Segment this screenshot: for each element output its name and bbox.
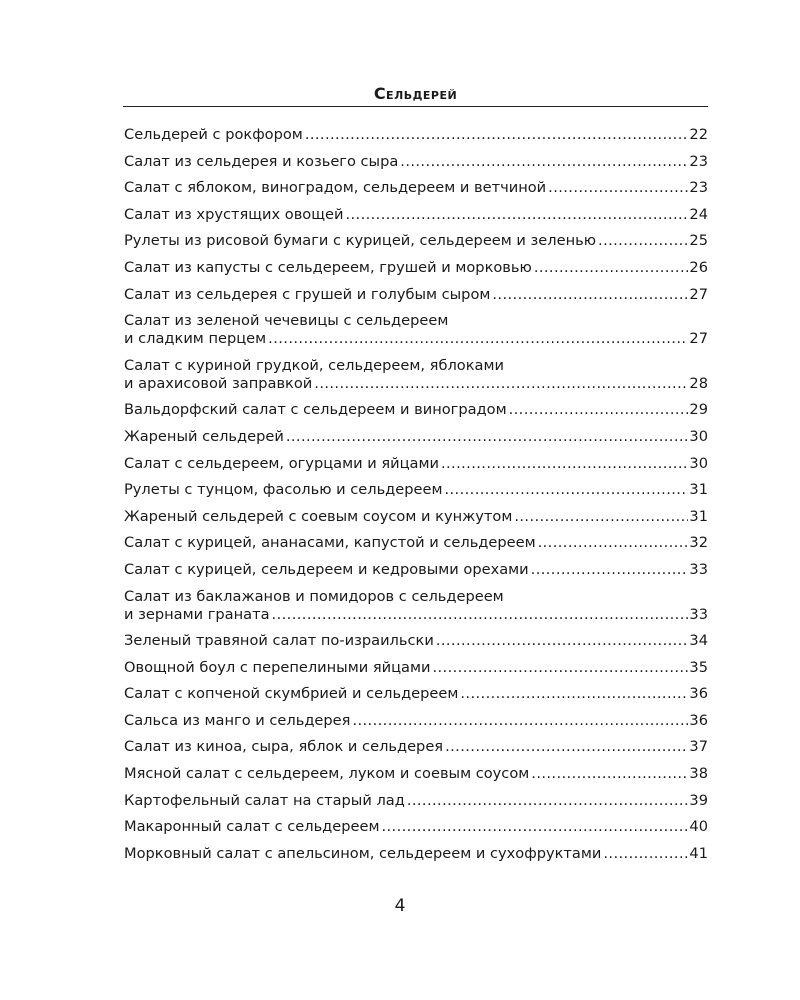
page-number: 4	[394, 896, 406, 916]
toc-entry-page: 38	[689, 765, 708, 783]
toc-entry-title: Сальса из манго и сельдерея	[124, 711, 351, 729]
toc-entry	[124, 792, 708, 810]
toc-entry-line	[124, 508, 708, 526]
toc-entry-line	[124, 179, 708, 197]
toc-entry-line	[124, 606, 708, 624]
toc-entry-title: Овощной боул с перепелиными яйцами	[124, 658, 431, 676]
toc-entry-page: 31	[689, 507, 708, 525]
dot-leader	[407, 792, 689, 810]
toc-entry-page: 36	[689, 711, 708, 729]
toc-entry-line	[124, 792, 708, 810]
toc-entry	[124, 232, 708, 250]
toc-entry	[124, 845, 708, 863]
dot-leader	[531, 765, 688, 783]
toc-entry-title-line1: Салат с куриной грудкой, сельдереем, яблоками	[124, 356, 504, 374]
toc-entry-page: 31	[689, 481, 708, 499]
toc-entry-title: Рулеты с тунцом, фасолью и сельдереем	[124, 481, 443, 499]
toc-entry	[124, 588, 708, 624]
toc-entry	[124, 561, 708, 579]
toc-entry-title: Салат из хрустящих овощей	[124, 205, 344, 223]
toc-entry	[124, 685, 708, 703]
toc-entry-line	[124, 818, 708, 836]
toc-entry-page: 34	[689, 632, 708, 650]
toc-entry-title: Салат из киноа, сыра, яблок и сельдерея	[124, 738, 444, 756]
toc-entry-page: 29	[689, 401, 708, 419]
dot-leader	[548, 179, 688, 197]
toc-entry-page: 28	[689, 374, 708, 392]
toc-entry-title: Салат с копченой скумбрией и сельдереем	[124, 685, 459, 703]
toc-entry-page: 25	[689, 232, 708, 250]
toc-entry-line	[124, 206, 708, 224]
dot-leader	[538, 534, 689, 552]
toc-entry	[124, 659, 708, 677]
toc-entry	[124, 286, 708, 304]
dot-leader	[268, 330, 688, 348]
toc-entry-title: Жареный сельдерей с соевым соусом и кунжутом	[124, 507, 513, 525]
dot-leader	[441, 455, 688, 473]
toc-entry-title: Салат из сельдерея с грушей и голубым сыром	[124, 285, 491, 303]
toc-entry	[124, 738, 708, 756]
toc-entry-title: и арахисовой заправкой	[124, 374, 313, 392]
toc-entry	[124, 765, 708, 783]
dot-leader	[445, 738, 688, 756]
toc-entry-line	[124, 845, 708, 863]
title-divider	[123, 106, 708, 107]
toc-entry	[124, 357, 708, 393]
toc-entry-page: 33	[689, 605, 708, 623]
toc-entry-title: Мясной салат с сельдереем, луком и соевым соусом	[124, 765, 530, 783]
dot-leader	[598, 232, 688, 250]
toc-entry-title: Салат с сельдереем, огурцами и яйцами	[124, 454, 439, 472]
table-of-contents	[124, 126, 708, 871]
dot-leader	[603, 845, 688, 863]
toc-entry-page: 23	[689, 179, 708, 197]
toc-entry-page: 35	[689, 658, 708, 676]
toc-entry-line	[124, 330, 708, 348]
toc-entry-title: Вальдорфский салат с сельдереем и виноградом	[124, 401, 507, 419]
dot-leader	[444, 481, 688, 499]
toc-entry	[124, 632, 708, 650]
toc-entry-title-line1: Салат из баклажанов и помидоров с сельдереем	[124, 587, 504, 605]
toc-entry-title: Салат с курицей, ананасами, капустой и сельдереем	[124, 534, 536, 552]
dot-leader	[272, 606, 689, 624]
toc-entry	[124, 481, 708, 499]
toc-entry-line	[124, 632, 708, 650]
toc-entry-line	[124, 232, 708, 250]
toc-entry-line	[124, 455, 708, 473]
toc-entry-title: Рулеты из рисовой бумаги с курицей, сельдереем и зеленью	[124, 232, 597, 250]
toc-entry-title: Салат с курицей, сельдереем и кедровыми орехами	[124, 560, 529, 578]
toc-entry	[124, 401, 708, 419]
toc-entry	[124, 312, 708, 348]
toc-entry-page: 27	[689, 330, 708, 348]
dot-leader	[514, 508, 688, 526]
toc-entry-page: 32	[689, 534, 708, 552]
toc-entry-title: Салат из капусты с сельдереем, грушей и морковью	[124, 258, 532, 276]
toc-entry-page: 24	[689, 205, 708, 223]
toc-entry-line	[124, 401, 708, 419]
toc-entry-page: 27	[689, 285, 708, 303]
toc-entry-line	[124, 428, 708, 446]
toc-entry-line	[124, 286, 708, 304]
toc-entry-title: и зернами граната	[124, 605, 270, 623]
toc-entry-line	[124, 561, 708, 579]
toc-entry-page: 30	[689, 427, 708, 445]
toc-entry-title: Сельдерей с рокфором	[124, 126, 303, 143]
toc-entry-title: Морковный салат с апельсином, сельдереем и сухофруктами	[124, 844, 602, 862]
toc-entry-line	[124, 712, 708, 730]
dot-leader	[352, 712, 688, 730]
toc-entry-page: 39	[689, 791, 708, 809]
toc-entry	[124, 534, 708, 552]
toc-entry	[124, 126, 708, 144]
toc-entry-line	[124, 765, 708, 783]
toc-entry-line	[124, 481, 708, 499]
dot-leader	[345, 206, 688, 224]
dot-leader	[460, 685, 688, 703]
toc-entry-line	[124, 534, 708, 552]
toc-entry	[124, 508, 708, 526]
toc-entry-title: Макаронный салат с сельдереем	[124, 818, 380, 836]
toc-entry	[124, 428, 708, 446]
toc-entry-line	[124, 738, 708, 756]
toc-entry-line	[124, 685, 708, 703]
toc-entry-title: Картофельный салат на старый лад	[124, 791, 405, 809]
toc-entry-page: 41	[689, 844, 708, 862]
dot-leader	[509, 401, 689, 419]
toc-entry-title: Жареный сельдерей	[124, 427, 284, 445]
dot-leader	[436, 632, 689, 650]
toc-entry-page: 33	[689, 560, 708, 578]
toc-entry	[124, 712, 708, 730]
toc-entry	[124, 206, 708, 224]
toc-entry-line	[124, 153, 708, 171]
dot-leader	[432, 659, 688, 677]
toc-entry-line	[124, 126, 708, 144]
toc-entry-title: Салат из сельдерея и козьего сыра	[124, 152, 399, 170]
dot-leader	[286, 428, 689, 446]
toc-entry	[124, 179, 708, 197]
toc-entry-page: 30	[689, 454, 708, 472]
dot-leader	[314, 375, 688, 393]
dot-leader	[531, 561, 689, 579]
dot-leader	[492, 286, 688, 304]
toc-entry-title: Зеленый травяной салат по-израильски	[124, 632, 434, 650]
toc-entry-page: 36	[689, 685, 708, 703]
toc-entry-line	[124, 259, 708, 277]
toc-entry-page: 37	[689, 738, 708, 756]
toc-entry	[124, 153, 708, 171]
dot-leader	[534, 259, 689, 277]
toc-entry-page: 26	[689, 258, 708, 276]
toc-entry	[124, 259, 708, 277]
toc-entry-title: Салат с яблоком, виноградом, сельдереем и ветчиной	[124, 179, 547, 197]
toc-entry-title: и сладким перцем	[124, 330, 267, 348]
section-title: Сельдерей	[373, 84, 458, 103]
dot-leader	[381, 818, 688, 836]
dot-leader	[400, 153, 688, 171]
toc-entry-line	[124, 375, 708, 393]
toc-entry	[124, 455, 708, 473]
dot-leader	[305, 126, 689, 144]
toc-entry-line	[124, 659, 708, 677]
toc-entry-page: 23	[689, 152, 708, 170]
toc-entry-page: 22	[689, 126, 708, 143]
toc-entry	[124, 818, 708, 836]
toc-entry-page: 40	[689, 818, 708, 836]
toc-entry-title-line1: Салат из зеленой чечевицы с сельдереем	[124, 312, 449, 330]
